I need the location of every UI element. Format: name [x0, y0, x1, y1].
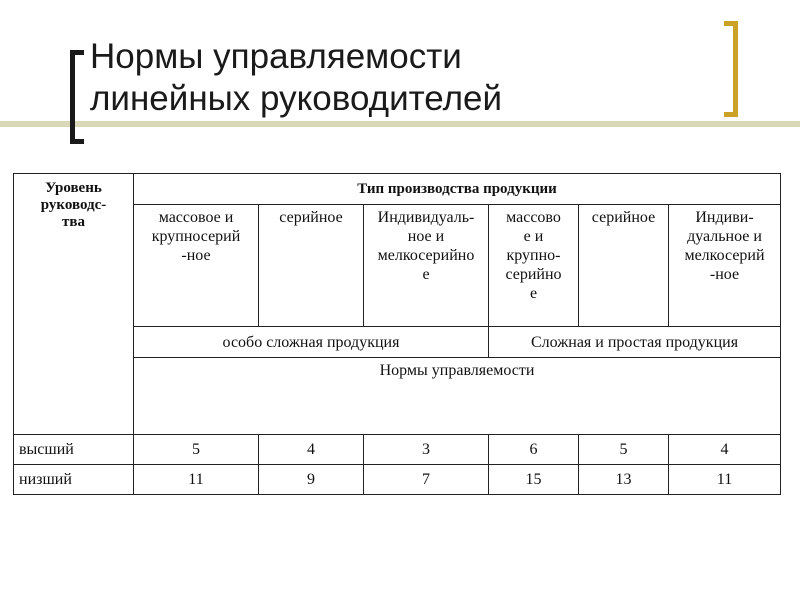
col-header-mass — [134, 205, 259, 327]
col-header-line: массовое и — [158, 209, 234, 226]
level-label: низший — [14, 465, 134, 495]
table-row — [14, 435, 781, 465]
title-line-2: линейных руководителей — [90, 79, 503, 118]
col-header-line: дуальное и — [687, 228, 762, 245]
management-norms-table — [13, 173, 781, 495]
level-header-line: Уровень — [45, 180, 102, 196]
table-cell: 11 — [669, 465, 781, 495]
right-bracket-decoration — [724, 21, 738, 117]
col-header-line: Индивидуаль- — [377, 209, 475, 226]
page-title — [90, 36, 710, 120]
col-header-line: серийно — [505, 266, 562, 283]
table-cell: 3 — [364, 435, 489, 465]
table-cell: 4 — [259, 435, 364, 465]
table-cell: 4 — [669, 435, 781, 465]
level-header-line: руководс- — [40, 197, 107, 213]
col-header-line: серийное — [279, 209, 343, 226]
title-line-1: Нормы управляемости — [90, 37, 462, 76]
col-header-mass-2 — [489, 205, 579, 327]
table-cell: 7 — [364, 465, 489, 495]
norms-header: Нормы управляемости — [134, 358, 781, 435]
title-underline — [0, 121, 800, 127]
level-label: высший — [14, 435, 134, 465]
table-cell: 13 — [579, 465, 669, 495]
col-header-line: крупносерий — [151, 228, 241, 245]
table-cell: 15 — [489, 465, 579, 495]
col-header-line: е — [529, 285, 538, 302]
group-complex-header: особо сложная продукция — [134, 327, 489, 358]
group-simple-header: Сложная и простая продукция — [489, 327, 781, 358]
col-header-line: мелкосерийно — [377, 247, 475, 264]
production-type-header: Тип производства продукции — [134, 174, 781, 205]
col-header-line: серийное — [591, 209, 656, 226]
table-row — [14, 465, 781, 495]
col-header-serial — [259, 205, 364, 327]
col-header-line: -ное — [181, 247, 211, 264]
left-bracket-decoration — [70, 50, 84, 144]
col-header-individual-2 — [669, 205, 781, 327]
level-header-line: тва — [62, 214, 85, 230]
col-header-line: массово — [506, 209, 561, 226]
table-cell: 6 — [489, 435, 579, 465]
table-cell: 11 — [134, 465, 259, 495]
col-header-line: Индиви- — [695, 209, 754, 226]
table-cell: 5 — [134, 435, 259, 465]
table-cell: 5 — [579, 435, 669, 465]
col-header-line: ное и — [407, 228, 445, 245]
level-header — [14, 174, 134, 435]
col-header-individual — [364, 205, 489, 327]
col-header-line: крупно- — [506, 247, 561, 264]
col-header-line: мелкосерий — [684, 247, 765, 264]
col-header-line: е — [422, 266, 430, 283]
col-header-serial-2 — [579, 205, 669, 327]
col-header-line: -ное — [709, 266, 740, 283]
col-header-line: е и — [523, 228, 544, 245]
table-cell: 9 — [259, 465, 364, 495]
